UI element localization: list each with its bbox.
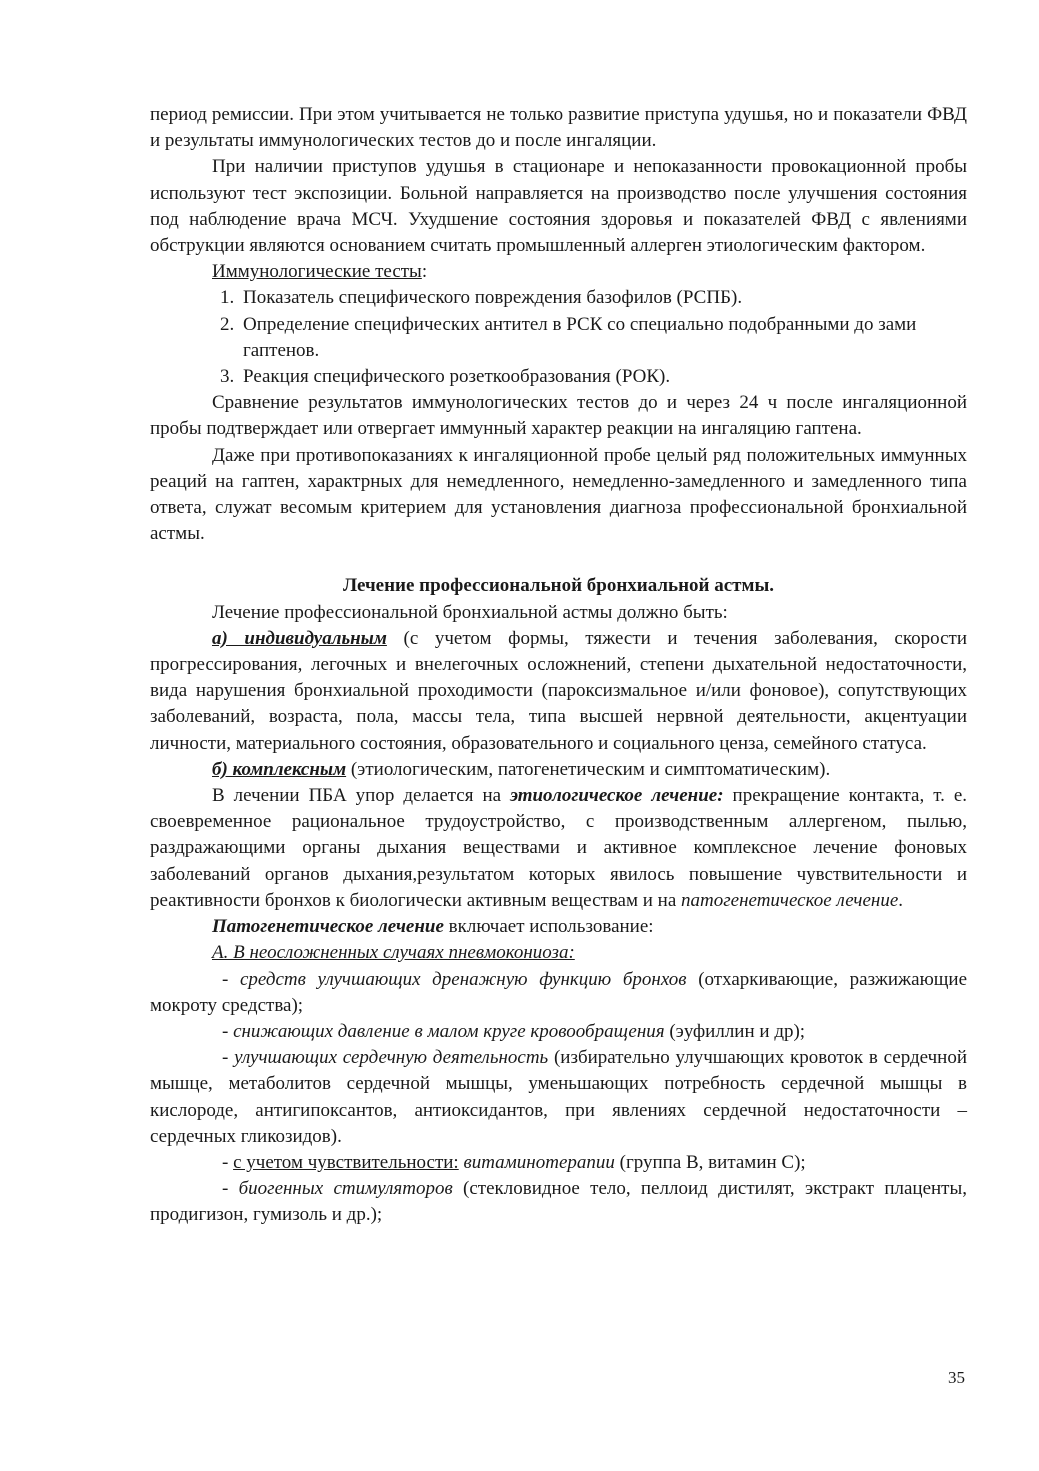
subheading-uncomplicated: А. В неосложненных случаях пневмокониоза: bbox=[212, 942, 575, 964]
list-item: 3. Реакция специфического розеткообразования (РОК). bbox=[220, 366, 671, 388]
term-etiological: этиологическое лечение: bbox=[510, 785, 724, 807]
section-title: Лечение профессиональной бронхиальной астмы. bbox=[342, 575, 775, 597]
list-item: 2. Определение специфических антител в РСК со специально подобранными до зами гаптенов. bbox=[220, 313, 917, 361]
list-item: - биогенных стимуляторов (стекловидное тело, пеллоид дистилят, экстракт плаценты, продигизон, гумизоль и др.); bbox=[150, 1178, 967, 1226]
paragraph-complex: б) комплексным (этиологическим, патогенетическим и симптоматическим). bbox=[212, 758, 831, 780]
immuno-tests-list bbox=[150, 285, 967, 390]
term-pathogenetic: патогенетическое лечение bbox=[681, 889, 899, 911]
list-item: - снижающих давление в малом круге кровообращения (эуфиллин и др); bbox=[222, 1020, 806, 1042]
paragraph-treatment-intro: Лечение профессиональной бронхиальной астмы должно быть: bbox=[212, 601, 728, 623]
paragraph-comparison: Сравнение результатов иммунологических тестов до и через 24 ч после ингаляционной пробы подтверждает или отвергает иммунный характер реакции на ингаляцию гаптена. bbox=[150, 392, 967, 440]
paragraph-remission: период ремиссии. При этом учитывается не только развитие приступа удушья, но и показатели ФВД и результаты иммунологических тестов до и после ингаляции. bbox=[150, 104, 967, 152]
immuno-tests-heading: Иммунологические тесты: bbox=[212, 261, 428, 283]
list-item: - средств улучшающих дренажную функцию бронхов (отхаркивающие, разжижающие мокроту средства); bbox=[150, 968, 968, 1016]
page-number: 35 bbox=[948, 1368, 965, 1387]
list-item: - с учетом чувствительности: витаминотерапии (группа В, витамин С); bbox=[222, 1151, 806, 1173]
list-item: 1. Показатель специфического повреждения базофилов (РСПБ). bbox=[220, 287, 743, 309]
label-individual: а) индивидуальным bbox=[212, 627, 387, 649]
paragraph-exposure-test: При наличии приступов удушья в стационаре и непоказанности провокационной пробы используют тест экспозиции. Больной направляется на производство после улучшения состояния под наблюдение врача МСЧ. Ухудшение состояния здоровья и показателей ФВД с явлениями обструкции являются основанием считать промышленный аллерген этиологическим фактором. bbox=[150, 156, 967, 257]
list-item: - улучшающих сердечную деятельность (избирательно улучшающих кровоток в сердечной мышце, метаболитов сердечной мышцы, уменьшающих потребность сердечной мышцы в кислороде, антигипоксантов, антиоксидантов, при явлениях сердечной недостаточности – сердечных гликозидов). bbox=[150, 1047, 967, 1147]
paragraph-etiological: В лечении ПБА упор делается на этиологическое лечение: прекращение контакта, т. е. своевременное рациональное трудоустройство, с производственным аллергеном, пылью, раздражающими органы дыхания веществами и активное комплексное лечение фоновых заболеваний органов дыхания,результатом которых явилось повышение чувствительности и реактивности бронхов к биологически активным веществам и на патогенетическое лечение. bbox=[150, 785, 968, 911]
paragraph-contraindications: Даже при противопоказаниях к ингаляционной пробе целый ряд положительных иммунных реаций на гаптен, характрных для немедленного, немедленно-замедленного и замедленного типа ответа, служат весомым критерием для установления диагноза профессиональной бронхиальной астмы. bbox=[150, 444, 967, 545]
immuno-tests-heading-text: Иммунологические тесты bbox=[212, 261, 422, 283]
label-complex: б) комплексным bbox=[212, 758, 347, 780]
document-page bbox=[150, 102, 967, 1229]
term-pathogenetic-treatment: Патогенетическое лечение bbox=[212, 916, 444, 938]
paragraph-pathogenetic: Патогенетическое лечение включает использование: bbox=[212, 916, 654, 938]
paragraph-individual: а) индивидуальным (с учетом формы, тяжести и течения заболевания, скорости прогрессирования, легочных и внелегочных осложнений, степени дыхательной недостаточности, вида нарушения бронхиальной проходимости (пароксизмальное и/или фоновое), сопутствующих заболеваний, возраста, пола, массы тела, типа высшей нервной деятельности, акцентуации личности, материального состояния, образовательного и социального ценза, семейного статуса. bbox=[150, 627, 968, 754]
